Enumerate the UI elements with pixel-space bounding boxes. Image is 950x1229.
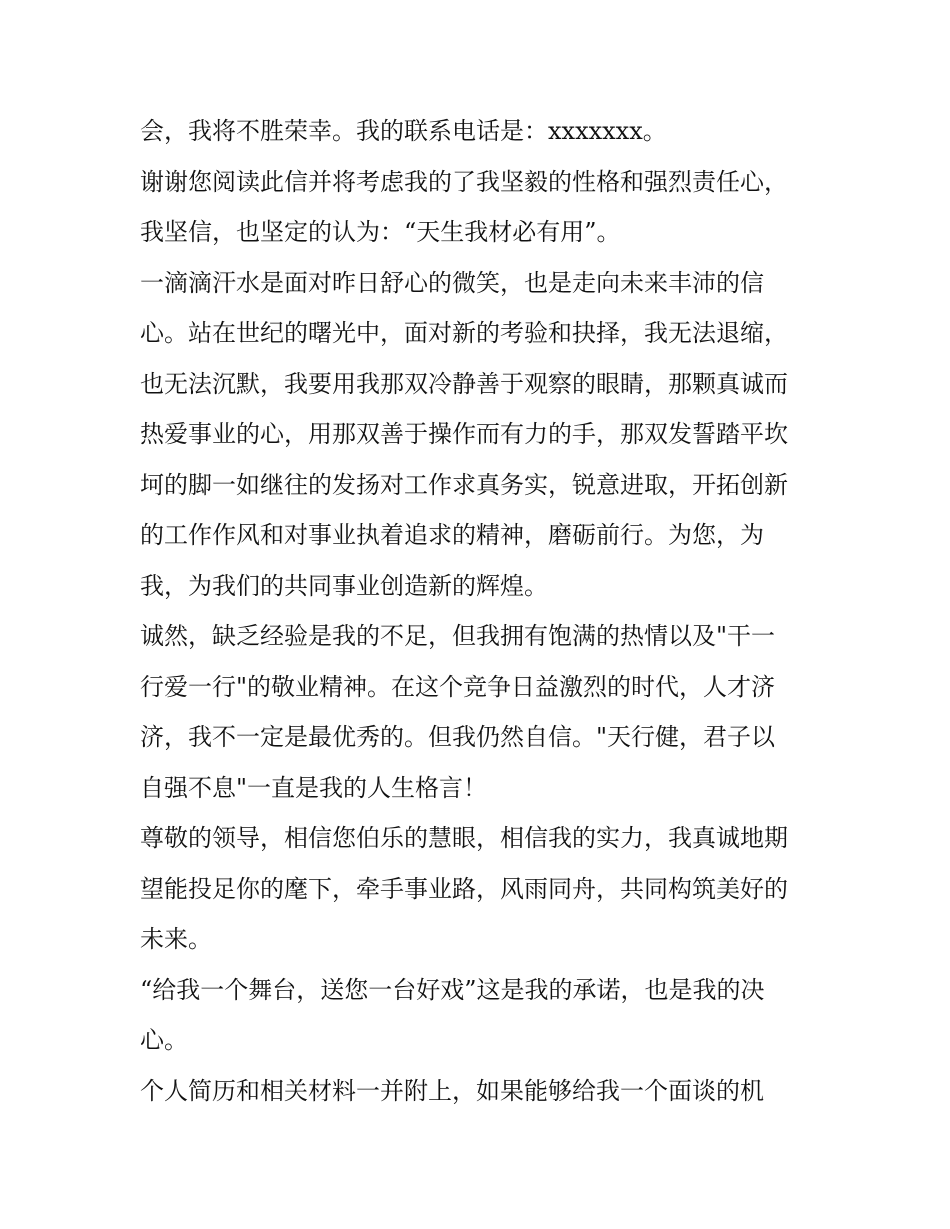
text-line: 望能投足你的麾下，牵手事业路，风雨同舟，共同构筑美好的 [140, 874, 788, 903]
text-line: 坷的脚一如继往的发扬对工作求真务实，锐意进取，开拓创新 [140, 470, 788, 499]
text-line: 会，我将不胜荣幸。我的联系电话是：xxxxxxx。 [140, 117, 667, 145]
paragraph-thanks [140, 157, 816, 258]
text-line: 一滴滴汗水是面对昨日舒心的微笑，也是走向未来丰沛的信 [140, 268, 764, 297]
text-line: 济，我不一定是最优秀的。但我仍然自信。"天行健，君子以 [140, 723, 776, 751]
text-line: 我，为我们的共同事业创造新的辉煌。 [140, 571, 548, 600]
text-line: 个人简历和相关材料一并附上，如果能够给我一个面谈的机 [140, 1076, 764, 1105]
paragraph-stage [140, 965, 816, 1066]
paragraph-contact [140, 106, 816, 157]
paragraph-experience [140, 611, 816, 813]
paragraph-sweat [140, 258, 816, 612]
text-line: 尊敬的领导，相信您伯乐的慧眼，相信我的实力，我真诚地期 [140, 824, 788, 852]
text-line: 心。站在世纪的曙光中，面对新的考验和抉择，我无法退缩， [140, 319, 788, 347]
letter-body [140, 106, 816, 1116]
text-line: 诚然，缺乏经验是我的不足，但我拥有饱满的热情以及"干一 [140, 622, 776, 650]
paragraph-resume [140, 1066, 816, 1117]
text-line: 行爱一行"的敬业精神。在这个竞争日益激烈的时代，人才济 [140, 672, 776, 701]
text-line: 自强不息"一直是我的人生格言！ [140, 773, 488, 802]
text-line: 也无法沉默，我要用我那双冷静善于观察的眼睛，那颗真诚而 [140, 369, 788, 398]
text-line: 的工作作风和对事业执着追求的精神，磨砺前行。为您，为 [140, 521, 764, 549]
text-line: 心。 [140, 1026, 188, 1054]
text-line: 热爱事业的心，用那双善于操作而有力的手，那双发誓踏平坎 [140, 420, 788, 448]
paragraph-leader [140, 813, 816, 965]
text-line: 谢谢您阅读此信并将考虑我的了我坚毅的性格和强烈责任心， [140, 167, 788, 196]
text-line: 我坚信，也坚定的认为：“天生我材必有用”。 [140, 218, 621, 246]
text-line: 未来。 [140, 925, 212, 953]
text-line: “给我一个舞台，送您一台好戏”这是我的承诺，也是我的决 [140, 975, 765, 1004]
